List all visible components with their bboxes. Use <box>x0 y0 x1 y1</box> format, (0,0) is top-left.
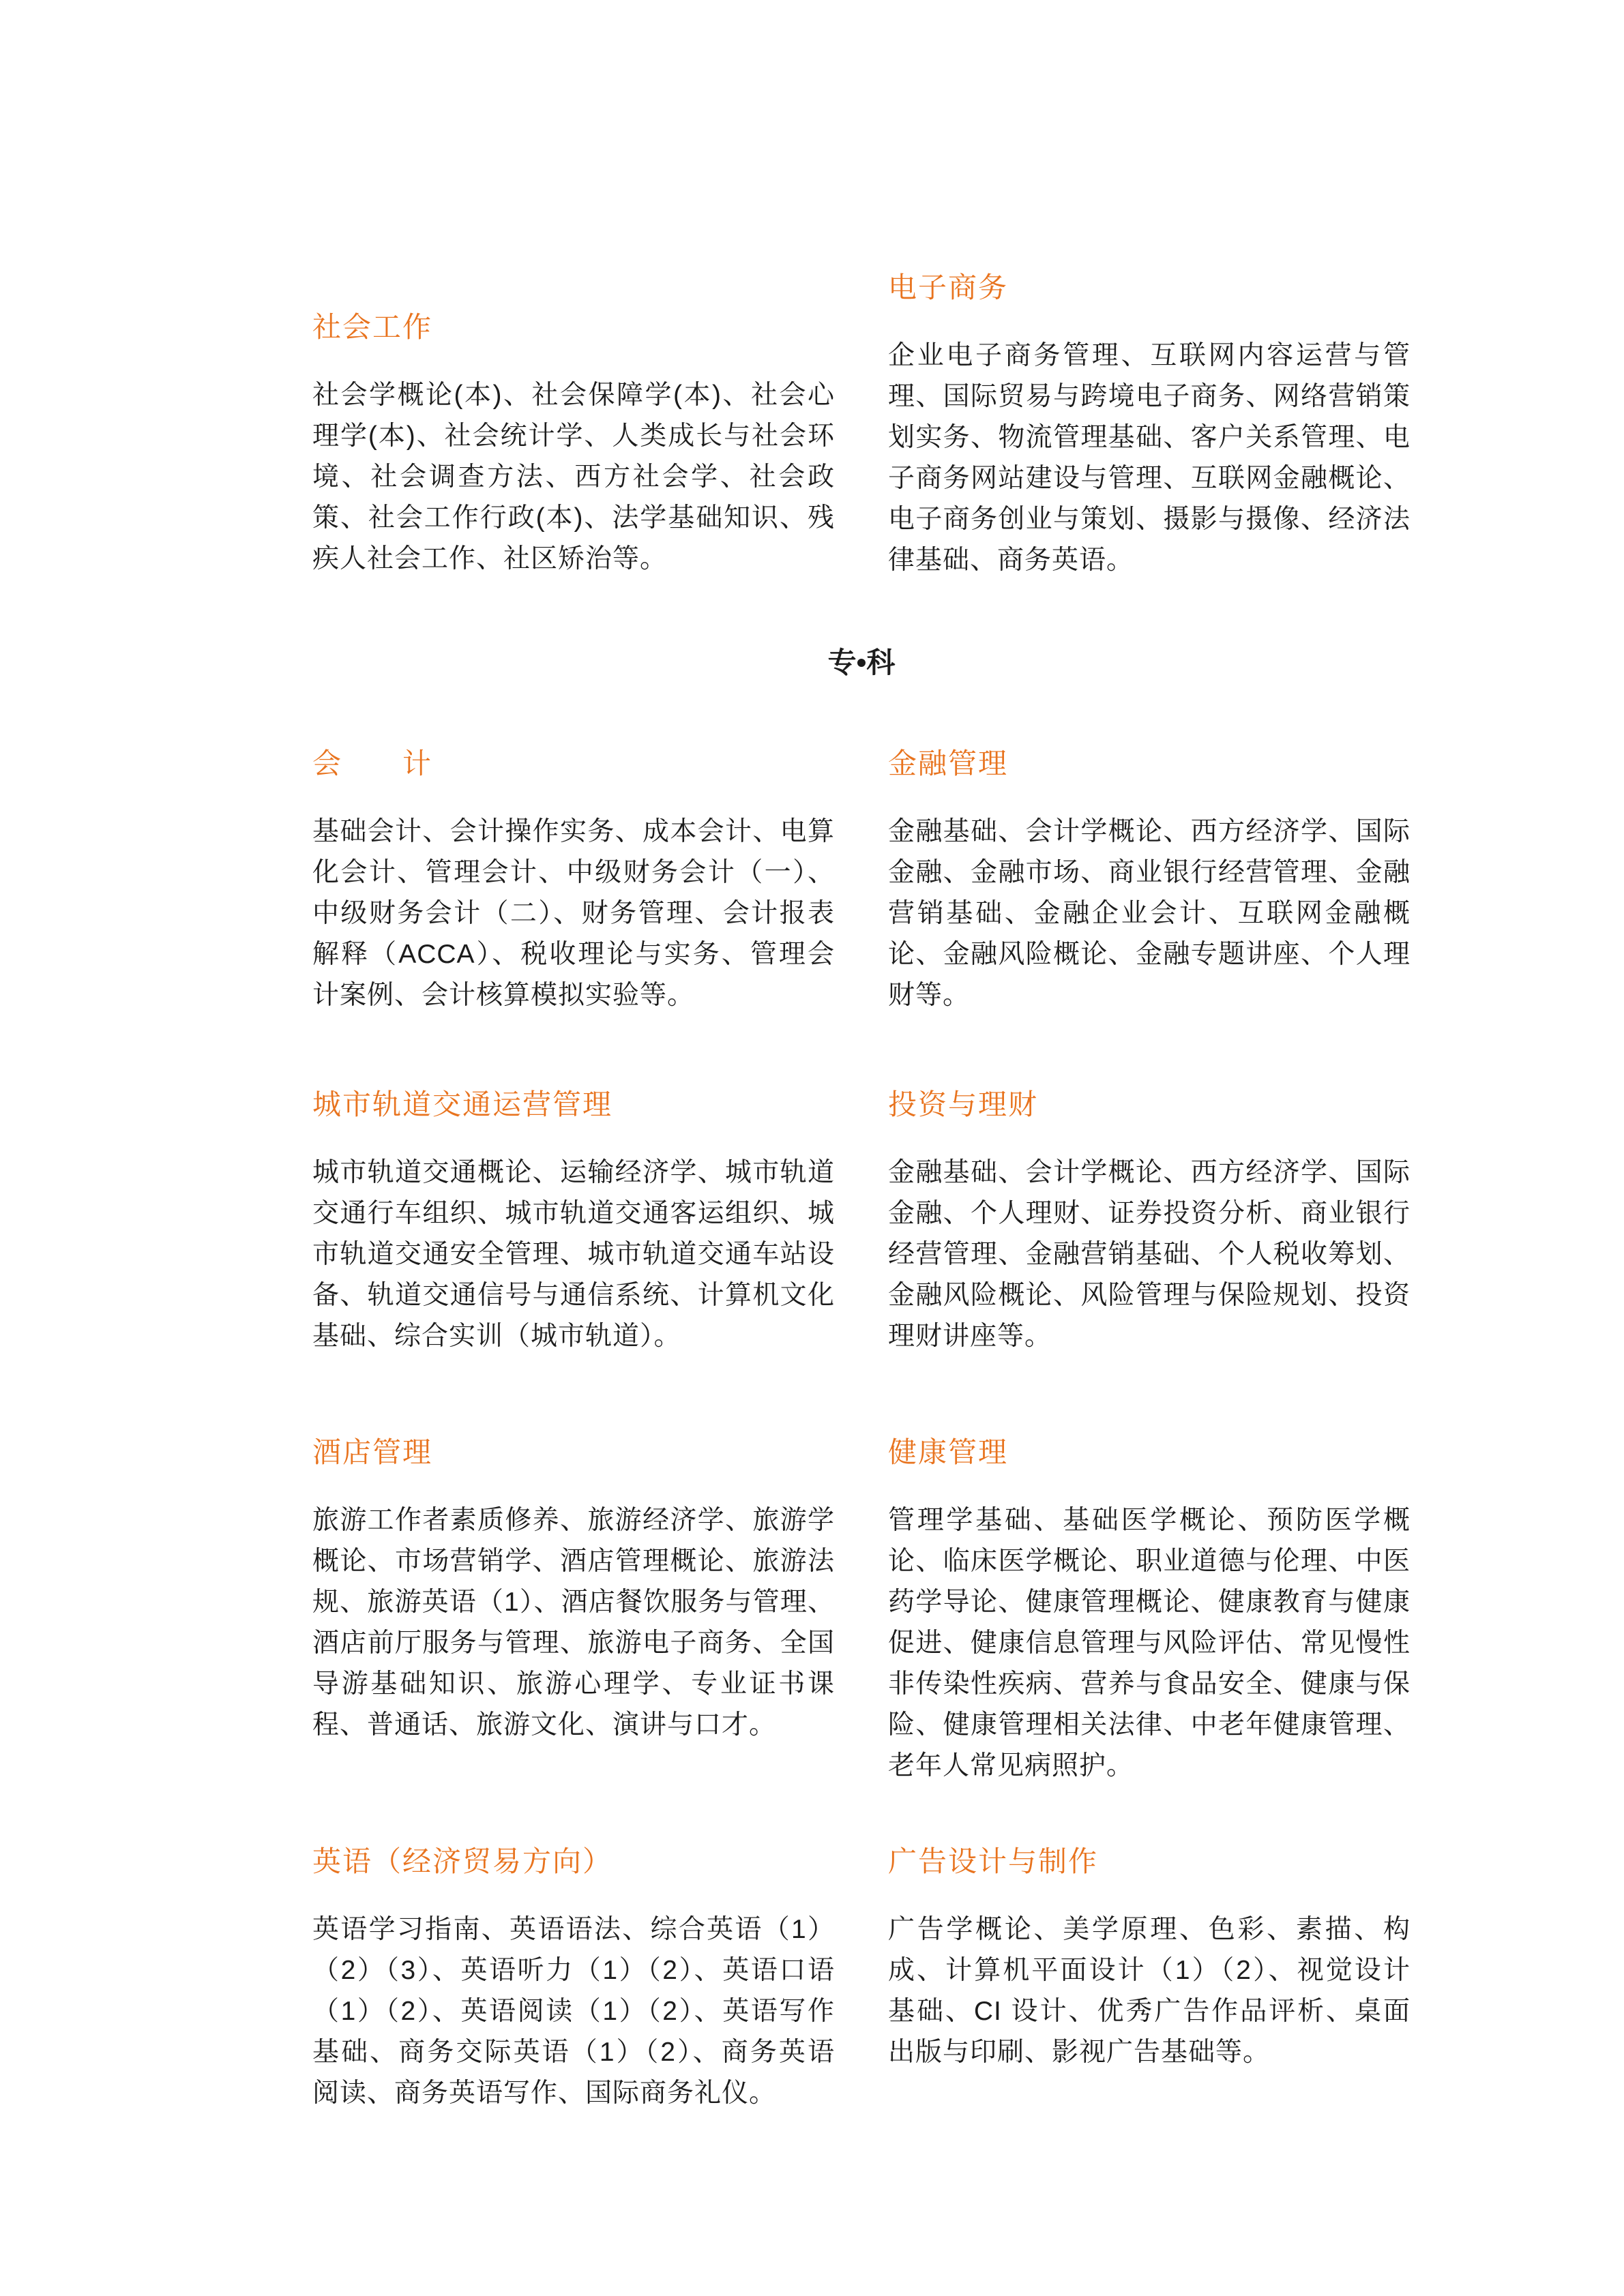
section-title: 广告设计与制作 <box>888 1845 1099 1877</box>
section-hotel-management <box>312 1437 835 1787</box>
row-hotel-health <box>312 1437 1411 1787</box>
section-course-list: 城市轨道交通概论、运输经济学、城市轨道交通行车组织、城市轨道交通客运组织、城市轨道交通安全管理、城市轨道交通车站设备、轨道交通信号与通信系统、计算机文化基础、综合实训（城市轨道）。 <box>312 1158 835 1351</box>
section-title: 城市轨道交通运营管理 <box>312 1088 613 1120</box>
section-health-management <box>888 1437 1411 1787</box>
section-title: 英语（经济贸易方向） <box>312 1845 613 1877</box>
row-undergraduate-majors <box>312 273 1411 581</box>
section-course-list: 管理学基础、基础医学概论、预防医学概论、临床医学概论、职业道德与伦理、中医药学导论、健康管理概论、健康教育与健康促进、健康信息管理与风险评估、常见慢性非传染性疾病、营养与食品安全、健康与保险、健康管理相关法律、中老年健康管理、老年人常见病照护。 <box>888 1506 1411 1780</box>
section-title: 金融管理 <box>888 747 1009 779</box>
section-title: 酒店管理 <box>312 1436 433 1468</box>
section-ad-design <box>888 1847 1411 2114</box>
section-course-list: 英语学习指南、英语语法、综合英语（1）（2）（3）、英语听力（1）（2）、英语口语（1）（2）、英语阅读（1）（2）、英语写作基础、商务交际英语（1）（2）、商务英语阅读、商务英语写作、国际商务礼仪。 <box>312 1915 835 2108</box>
section-course-list: 企业电子商务管理、互联网内容运营与管理、国际贸易与跨境电子商务、网络营销策划实务、物流管理基础、客户关系管理、电子商务网站建设与管理、互联网金融概论、电子商务创业与策划、摄影与摄像、经济法律基础、商务英语。 <box>888 341 1411 575</box>
section-course-list: 金融基础、会计学概论、西方经济学、国际金融、金融市场、商业银行经营管理、金融营销基础、金融企业会计、互联网金融概论、金融风险概论、金融专题讲座、个人理财等。 <box>888 817 1411 1010</box>
section-title: 投资与理财 <box>888 1088 1039 1120</box>
section-course-list: 社会学概论(本)、社会保障学(本)、社会心理学(本)、社会统计学、人类成长与社会环境、社会调查方法、西方社会学、社会政策、社会工作行政(本)、法学基础知识、残疾人社会工作、社区矫治等。 <box>312 381 835 573</box>
row-rail-investment <box>312 1090 1411 1357</box>
section-title: 会 计 <box>312 747 433 779</box>
section-english-trade <box>312 1847 835 2114</box>
row-english-advertising <box>312 1847 1411 2114</box>
section-title: 社会工作 <box>312 311 433 343</box>
section-title: 健康管理 <box>888 1436 1009 1468</box>
section-course-list: 旅游工作者素质修养、旅游经济学、旅游学概论、市场营销学、酒店管理概论、旅游法规、旅游英语（1）、酒店餐饮服务与管理、酒店前厅服务与管理、旅游电子商务、全国导游基础知识、旅游心理学、专业证书课程、普通话、旅游文化、演讲与口才。 <box>312 1506 835 1740</box>
row-accounting-finance <box>312 749 1411 1016</box>
section-course-list: 广告学概论、美学原理、色彩、素描、构成、计算机平面设计（1）（2）、视觉设计基础、CI 设计、优秀广告作品评析、桌面出版与印刷、影视广告基础等。 <box>888 1915 1411 2067</box>
section-title: 电子商务 <box>888 271 1009 303</box>
associate-degree-divider: 专•科 <box>827 646 896 679</box>
section-investment-finance <box>888 1090 1411 1357</box>
section-social-work <box>312 273 835 581</box>
section-course-list: 金融基础、会计学概论、西方经济学、国际金融、个人理财、证券投资分析、商业银行经营管理、金融营销基础、个人税收筹划、金融风险概论、风险管理与保险规划、投资理财讲座等。 <box>888 1158 1411 1351</box>
section-ecommerce <box>888 273 1411 581</box>
section-course-list: 基础会计、会计操作实务、成本会计、电算化会计、管理会计、中级财务会计（一）、中级财务会计（二）、财务管理、会计报表解释（ACCA）、税收理论与实务、管理会计案例、会计核算模拟实验等。 <box>312 817 835 1010</box>
section-accounting <box>312 749 835 1016</box>
section-financial-management <box>888 749 1411 1016</box>
section-urban-rail-transit <box>312 1090 835 1357</box>
